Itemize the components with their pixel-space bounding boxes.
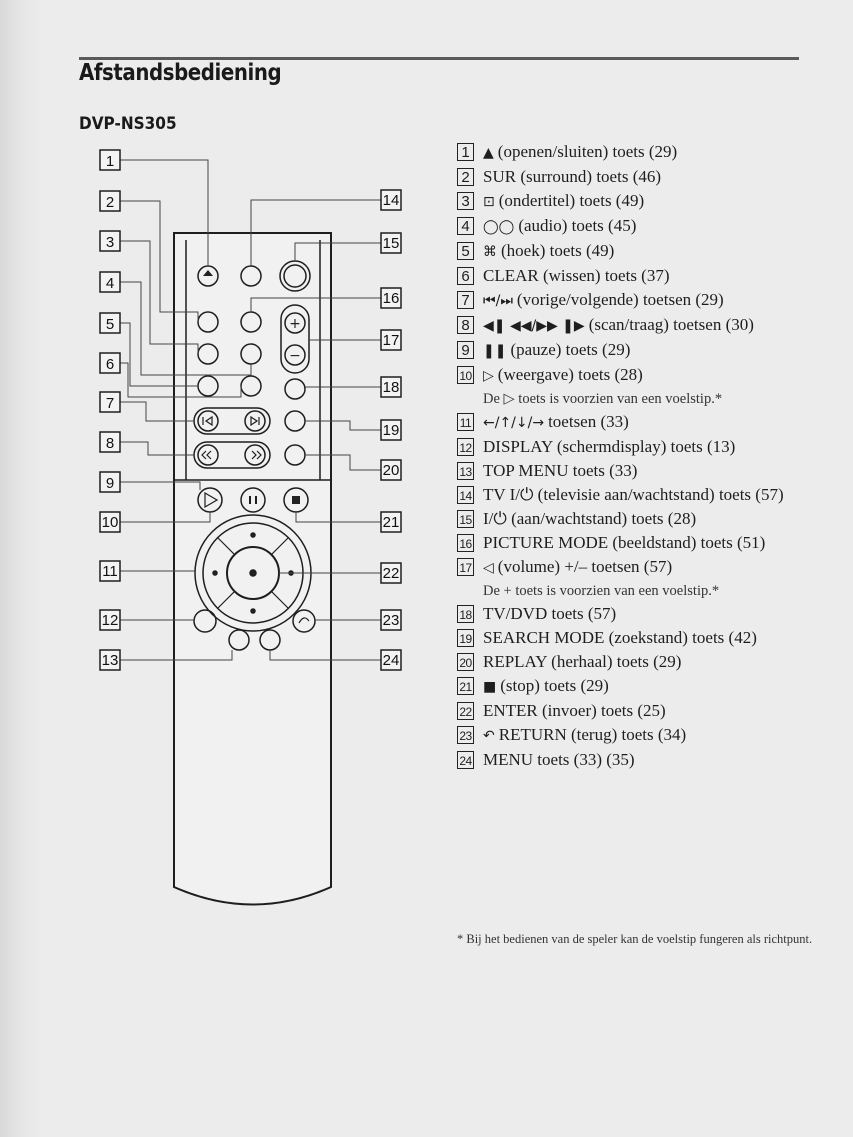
svg-text:18: 18 (382, 379, 400, 396)
legend-item-2 (457, 165, 852, 189)
legend-body (483, 313, 852, 338)
legend-item-4 (457, 214, 852, 239)
section-title: Afstandsbediening (79, 60, 282, 86)
legend-text: TV I/⏻ (televisie aan/wachtstand) toets (57) (483, 485, 784, 504)
legend-text: (audio) toets (45) (518, 216, 637, 235)
svg-text:6: 6 (105, 356, 115, 373)
legend-icon: ◀❚ ◀◀/▶▶ ❚▶ (483, 318, 585, 334)
callout-8 (100, 432, 120, 452)
legend-number: 10 (457, 366, 474, 384)
legend-number: 16 (457, 534, 474, 552)
legend-item-11 (457, 410, 852, 435)
legend-body (483, 507, 852, 531)
legend-number: 24 (457, 751, 474, 769)
callout-9 (100, 472, 120, 492)
legend-number: 22 (457, 702, 474, 720)
svg-text:17: 17 (382, 332, 400, 349)
svg-text:22: 22 (382, 565, 400, 582)
legend-number: 2 (457, 168, 474, 186)
callout-19 (381, 420, 401, 440)
callout-2 (100, 191, 120, 211)
legend-icon: ↶ (483, 728, 495, 744)
legend-body (483, 140, 852, 165)
legend-item-14 (457, 483, 852, 507)
legend-text: PICTURE MODE (beeldstand) toets (51) (483, 533, 766, 552)
legend-item-21 (457, 674, 852, 699)
legend-item-6 (457, 264, 852, 288)
svg-text:4: 4 (105, 275, 115, 292)
legend-number: 7 (457, 291, 474, 309)
legend-number: 6 (457, 267, 474, 285)
callout-14 (381, 190, 401, 210)
legend-item-16 (457, 531, 852, 555)
svg-text:19: 19 (382, 422, 400, 439)
legend-number: 11 (457, 413, 474, 431)
legend-text: (weergave) toets (28) (497, 365, 643, 384)
legend-text: I/⏻ (aan/wachtstand) toets (28) (483, 509, 697, 528)
legend-icon: ⏮/⏭ (483, 293, 513, 309)
callout-6 (100, 353, 120, 373)
legend-body (483, 363, 852, 410)
legend-body (483, 239, 852, 264)
legend-icon: ⌘ (483, 244, 497, 260)
svg-text:10: 10 (101, 514, 119, 531)
legend-item-17 (457, 555, 852, 602)
left-callouts (100, 150, 120, 670)
svg-text:16: 16 (382, 290, 400, 307)
legend-icon: ◯◯ (483, 219, 515, 235)
legend-number: 14 (457, 486, 474, 504)
legend-item-15 (457, 507, 852, 531)
callout-1 (100, 150, 120, 170)
legend-body (483, 435, 852, 459)
svg-text:24: 24 (382, 652, 400, 669)
svg-text:23: 23 (382, 612, 400, 629)
legend-text: (stop) toets (29) (500, 676, 609, 695)
legend-number: 23 (457, 726, 474, 744)
svg-text:1: 1 (105, 153, 115, 170)
svg-text:5: 5 (105, 316, 115, 333)
legend-body (483, 165, 852, 189)
legend-body (483, 674, 852, 699)
legend-body (483, 723, 852, 748)
legend-body (483, 650, 852, 674)
footnote: * Bij het bedienen van de speler kan de voelstip fungeren als richtpunt. (457, 932, 813, 946)
callout-13 (100, 650, 120, 670)
legend-icon: ◁ (483, 560, 494, 576)
legend-text: (openen/sluiten) toets (29) (497, 142, 678, 161)
callout-11 (100, 561, 120, 581)
legend-text: (ondertitel) toets (49) (498, 191, 645, 210)
legend-item-19 (457, 626, 852, 650)
legend-number: 4 (457, 217, 474, 235)
callout-18 (381, 377, 401, 397)
legend-icon: ▲ (483, 145, 494, 161)
legend-text: TV/DVD toets (57) (483, 604, 617, 623)
legend-body (483, 748, 852, 772)
legend-body (483, 214, 852, 239)
legend-body (483, 483, 852, 507)
legend-text: (scan/traag) toetsen (30) (588, 315, 754, 334)
legend-text: SEARCH MODE (zoekstand) toets (42) (483, 628, 757, 647)
legend-item-18 (457, 602, 852, 626)
svg-text:12: 12 (101, 612, 119, 629)
svg-text:13: 13 (101, 652, 119, 669)
legend-text: MENU toets (33) (35) (483, 750, 635, 769)
legend-body (483, 338, 852, 363)
svg-text:14: 14 (382, 192, 400, 209)
callout-23 (381, 610, 401, 630)
svg-text:8: 8 (105, 435, 115, 452)
legend-item-10 (457, 363, 852, 410)
callout-3 (100, 231, 120, 251)
legend-icon: ←/↑/↓/→ (483, 415, 545, 431)
legend-body (483, 288, 852, 313)
callout-21 (381, 512, 401, 532)
button-legend (457, 140, 852, 772)
down-arrow-dot (251, 609, 255, 613)
legend-item-1 (457, 140, 852, 165)
legend-body (483, 264, 852, 288)
legend-item-9 (457, 338, 852, 363)
callout-22 (381, 563, 401, 583)
legend-text: (pauze) toets (29) (510, 340, 631, 359)
legend-body (483, 699, 852, 723)
svg-text:9: 9 (105, 475, 115, 492)
legend-item-5 (457, 239, 852, 264)
legend-body (483, 555, 852, 602)
legend-number: 1 (457, 143, 474, 161)
legend-item-3 (457, 189, 852, 214)
legend-icon: ■ (483, 679, 497, 695)
legend-text: CLEAR (wissen) toets (37) (483, 266, 670, 285)
volume-plus-glyph: + (289, 316, 301, 332)
right-callouts (381, 190, 401, 670)
svg-text:11: 11 (102, 563, 118, 580)
legend-text: TOP MENU toets (33) (483, 461, 638, 480)
svg-text:20: 20 (382, 462, 400, 479)
legend-number: 21 (457, 677, 474, 695)
svg-text:2: 2 (105, 194, 115, 211)
legend-number: 9 (457, 341, 474, 359)
legend-note: De ▷ toets is voorzien van een voelstip.* (483, 391, 723, 407)
legend-number: 12 (457, 438, 474, 456)
legend-text: REPLAY (herhaal) toets (29) (483, 652, 682, 671)
callout-17 (381, 330, 401, 350)
legend-number: 13 (457, 462, 474, 480)
legend-item-24 (457, 748, 852, 772)
callout-12 (100, 610, 120, 630)
callout-20 (381, 460, 401, 480)
callout-24 (381, 650, 401, 670)
legend-text: SUR (surround) toets (46) (483, 167, 662, 186)
legend-number: 17 (457, 558, 474, 576)
legend-text: (hoek) toets (49) (501, 241, 615, 260)
legend-body (483, 602, 852, 626)
svg-text:21: 21 (382, 514, 400, 531)
legend-body (483, 459, 852, 483)
model-name: DVP-NS305 (79, 114, 177, 134)
legend-text: RETURN (terug) toets (34) (498, 725, 687, 744)
legend-number: 20 (457, 653, 474, 671)
legend-icon: ⊡ (483, 194, 495, 210)
legend-text: (vorige/volgende) toetsen (29) (516, 290, 724, 309)
callout-5 (100, 313, 120, 333)
legend-item-20 (457, 650, 852, 674)
legend-text: (volume) +/– toetsen (57) (497, 557, 673, 576)
callout-10 (100, 512, 120, 532)
svg-text:3: 3 (105, 234, 115, 251)
callout-15 (381, 233, 401, 253)
legend-body (483, 626, 852, 650)
legend-item-13 (457, 459, 852, 483)
legend-number: 5 (457, 242, 474, 260)
legend-text: toetsen (33) (548, 412, 629, 431)
legend-number: 18 (457, 605, 474, 623)
legend-item-23 (457, 723, 852, 748)
legend-text: ENTER (invoer) toets (25) (483, 701, 666, 720)
legend-icon: ❚❚ (483, 343, 507, 359)
volume-minus-glyph: − (289, 348, 301, 364)
legend-number: 15 (457, 510, 474, 528)
legend-item-12 (457, 435, 852, 459)
callout-16 (381, 288, 401, 308)
legend-number: 3 (457, 192, 474, 210)
legend-item-8 (457, 313, 852, 338)
legend-body (483, 531, 852, 555)
legend-item-7 (457, 288, 852, 313)
up-arrow-dot (251, 533, 255, 537)
callout-7 (100, 392, 120, 412)
left-arrow-dot (213, 571, 217, 575)
legend-number: 19 (457, 629, 474, 647)
legend-note: De + toets is voorzien van een voelstip.* (483, 583, 720, 599)
svg-text:7: 7 (105, 395, 115, 412)
legend-item-22 (457, 699, 852, 723)
legend-body (483, 189, 852, 214)
legend-icon: ▷ (483, 368, 494, 384)
legend-body (483, 410, 852, 435)
legend-number: 8 (457, 316, 474, 334)
svg-text:15: 15 (382, 235, 400, 252)
callout-4 (100, 272, 120, 292)
legend-text: DISPLAY (schermdisplay) toets (13) (483, 437, 736, 456)
